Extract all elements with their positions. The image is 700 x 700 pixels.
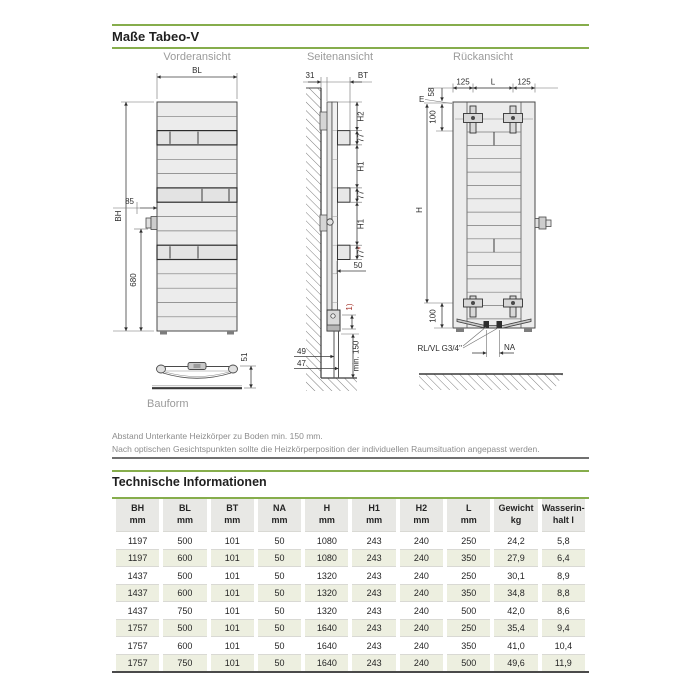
table-cell: 101: [211, 531, 254, 550]
table-cell: 6,4: [542, 550, 585, 567]
col-header-na: NA mm: [258, 499, 301, 531]
table-row: [116, 531, 585, 550]
footnote-ref-label: 1): [345, 303, 354, 311]
table-cell: 1757: [116, 620, 159, 637]
dim-rlvl-label: RL/VL G3/4'': [417, 344, 462, 353]
table-cell: 50: [258, 585, 301, 602]
table-cell: 600: [163, 636, 206, 655]
table-cell: 50: [258, 636, 301, 655]
table-cell: 50: [258, 620, 301, 637]
dim-680-label: 680: [129, 273, 138, 287]
table-cell: 50: [258, 566, 301, 585]
dim-77a-label: 77: [356, 133, 366, 143]
footnotes: [112, 430, 589, 456]
table-cell: 101: [211, 566, 254, 585]
table-cell: 240: [400, 566, 443, 585]
table-cell: 243: [352, 636, 395, 655]
table-cell: 243: [352, 655, 395, 672]
table-cell: 1437: [116, 585, 159, 602]
dim-51-label: 51: [240, 352, 249, 362]
table-cell: 600: [163, 550, 206, 567]
table-cell: 243: [352, 550, 395, 567]
table-cell: 1757: [116, 655, 159, 672]
table-cell: 10,4: [542, 636, 585, 655]
table-cell: 500: [447, 601, 490, 620]
dim-125b-label: 125: [517, 77, 531, 87]
table-cell: 34,8: [494, 585, 537, 602]
table-cell: 101: [211, 601, 254, 620]
table-cell: 243: [352, 566, 395, 585]
table-cell: 9,4: [542, 620, 585, 637]
table-row: [116, 585, 585, 602]
front-valve: [146, 218, 151, 228]
table-cell: 243: [352, 531, 395, 550]
dim-min150-label: min. 150: [351, 340, 361, 372]
table-cell: 101: [211, 550, 254, 567]
col-header-bh: BH mm: [116, 499, 159, 531]
table-cell: 49,6: [494, 655, 537, 672]
wall-bracket-mid: [320, 215, 328, 231]
table-cell: 1320: [305, 601, 348, 620]
table-cell: 50: [258, 655, 301, 672]
table-cell: 240: [400, 601, 443, 620]
table-cell: 1757: [116, 636, 159, 655]
table-cell: 1197: [116, 550, 159, 567]
col-header-bt: BT mm: [211, 499, 254, 531]
table-cell: 750: [163, 601, 206, 620]
dim-49-label: 49: [297, 347, 306, 356]
dim-h-label: H: [415, 207, 424, 213]
table-cell: 50: [258, 531, 301, 550]
table-cell: 30,1: [494, 566, 537, 585]
table-cell: 1080: [305, 550, 348, 567]
table-cell: 350: [447, 636, 490, 655]
rear-view-drawing: [415, 78, 563, 391]
table-cell: 1640: [305, 655, 348, 672]
dim-58-label: 58: [427, 87, 436, 97]
table-cell: 500: [163, 566, 206, 585]
table-cell: 101: [211, 585, 254, 602]
table-cell: 42,0: [494, 601, 537, 620]
rear-valve: [535, 219, 539, 228]
table-header-row: [116, 499, 585, 531]
front-view-label: Vorderansicht: [163, 51, 231, 63]
table-cell: 1640: [305, 620, 348, 637]
col-header-h2: H2 mm: [400, 499, 443, 531]
rear-view-label: Rückansicht: [453, 51, 513, 63]
dim-h2-label: H2: [356, 111, 366, 122]
dim-e-label: E: [419, 95, 425, 104]
dim-bh-label: BH: [114, 210, 123, 222]
table-cell: 11,9: [542, 655, 585, 672]
connection-right: [497, 321, 503, 328]
table-cell: 1320: [305, 566, 348, 585]
dim-85-label: 85: [125, 197, 134, 206]
table-cell: 240: [400, 655, 443, 672]
dim-l-label: L: [490, 77, 496, 87]
tech-info-top-rule: [112, 470, 589, 472]
dim-h1b-label: H1: [356, 218, 366, 230]
side-view-drawing: [294, 71, 372, 391]
note-line-1: Abstand Unterkante Heizkörper zu Boden min. 150 mm.: [112, 431, 323, 441]
table-cell: 1080: [305, 531, 348, 550]
table-cell: 243: [352, 585, 395, 602]
table-cell: 1320: [305, 585, 348, 602]
col-header-l: L mm: [447, 499, 490, 531]
table-cell: 350: [447, 550, 490, 567]
bauform-drawing: [147, 352, 256, 410]
table-cell: 1197: [116, 531, 159, 550]
table-head: [116, 499, 585, 531]
table-row: [116, 620, 585, 637]
table-cell: 240: [400, 636, 443, 655]
dim-50-label: 50: [353, 261, 363, 270]
side-view-label: Seitenansicht: [306, 51, 374, 63]
table-cell: 8,6: [542, 601, 585, 620]
table-cell: 1640: [305, 636, 348, 655]
wall-bracket-top: [320, 112, 328, 130]
table-row: [116, 550, 585, 567]
table-cell: 600: [163, 585, 206, 602]
col-header-h: H mm: [305, 499, 348, 531]
dim-31-label: 31: [305, 71, 315, 80]
bauform-label: Bauform: [147, 398, 189, 410]
tech-table-wrap: [112, 497, 589, 673]
dim-100b-label: 100: [428, 309, 438, 323]
table-cell: 50: [258, 550, 301, 567]
table-cell: 101: [211, 655, 254, 672]
table-cell: 500: [447, 655, 490, 672]
table-row: [116, 655, 585, 672]
table-cell: 8,8: [542, 585, 585, 602]
dim-77b-label: 77: [356, 190, 366, 200]
table-cell: 750: [163, 655, 206, 672]
table-cell: 50: [258, 601, 301, 620]
table-title: Technische Informationen: [112, 475, 267, 489]
table-cell: 240: [400, 585, 443, 602]
table-cell: 35,4: [494, 620, 537, 637]
table-cell: 243: [352, 620, 395, 637]
table-row: [116, 601, 585, 620]
table-cell: 250: [447, 620, 490, 637]
table-body: [116, 531, 585, 671]
table-cell: 240: [400, 531, 443, 550]
front-view-drawing: [113, 66, 237, 335]
table-cell: 240: [400, 550, 443, 567]
note-line-2: Nach optischen Gesichtspunkten sollte die Heizkörperposition der individuellen Raumsituation angepasst werden.: [112, 444, 540, 455]
table-cell: 500: [163, 531, 206, 550]
connection-left: [484, 321, 490, 328]
dim-bt-label: BT: [357, 71, 369, 80]
table-cell: 500: [163, 620, 206, 637]
dim-47-label: 47: [297, 359, 306, 368]
table-cell: 1437: [116, 601, 159, 620]
col-header-bl: BL mm: [163, 499, 206, 531]
table-cell: 27,9: [494, 550, 537, 567]
col-header-wasserin: Wasserin- halt l: [542, 499, 585, 531]
section-divider-rule: [112, 457, 589, 459]
table-cell: 101: [211, 636, 254, 655]
table-cell: 350: [447, 585, 490, 602]
table-cell: 250: [447, 531, 490, 550]
dim-100a-label: 100: [428, 110, 438, 124]
dim-h1a-label: H1: [356, 161, 366, 172]
table-cell: 41,0: [494, 636, 537, 655]
dim-77c-label: 77*: [356, 246, 366, 259]
table-cell: 243: [352, 601, 395, 620]
table-cell: 5,8: [542, 531, 585, 550]
dim-125a-label: 125: [456, 77, 470, 87]
page-title: Maße Tabeo-V: [112, 29, 200, 44]
table-cell: 8,9: [542, 566, 585, 585]
floor-hatch: [419, 374, 563, 390]
table-cell: 1437: [116, 566, 159, 585]
table-cell: 250: [447, 566, 490, 585]
dim-bl-label: BL: [192, 66, 202, 75]
col-header-gewicht: Gewicht kg: [494, 499, 537, 531]
table-row: [116, 566, 585, 585]
table-cell: 240: [400, 620, 443, 637]
table-cell: 24,2: [494, 531, 537, 550]
table-cell: 101: [211, 620, 254, 637]
dim-na-label: NA: [504, 343, 516, 352]
col-header-h1: H1 mm: [352, 499, 395, 531]
table-row: [116, 636, 585, 655]
tech-table: [112, 499, 589, 671]
